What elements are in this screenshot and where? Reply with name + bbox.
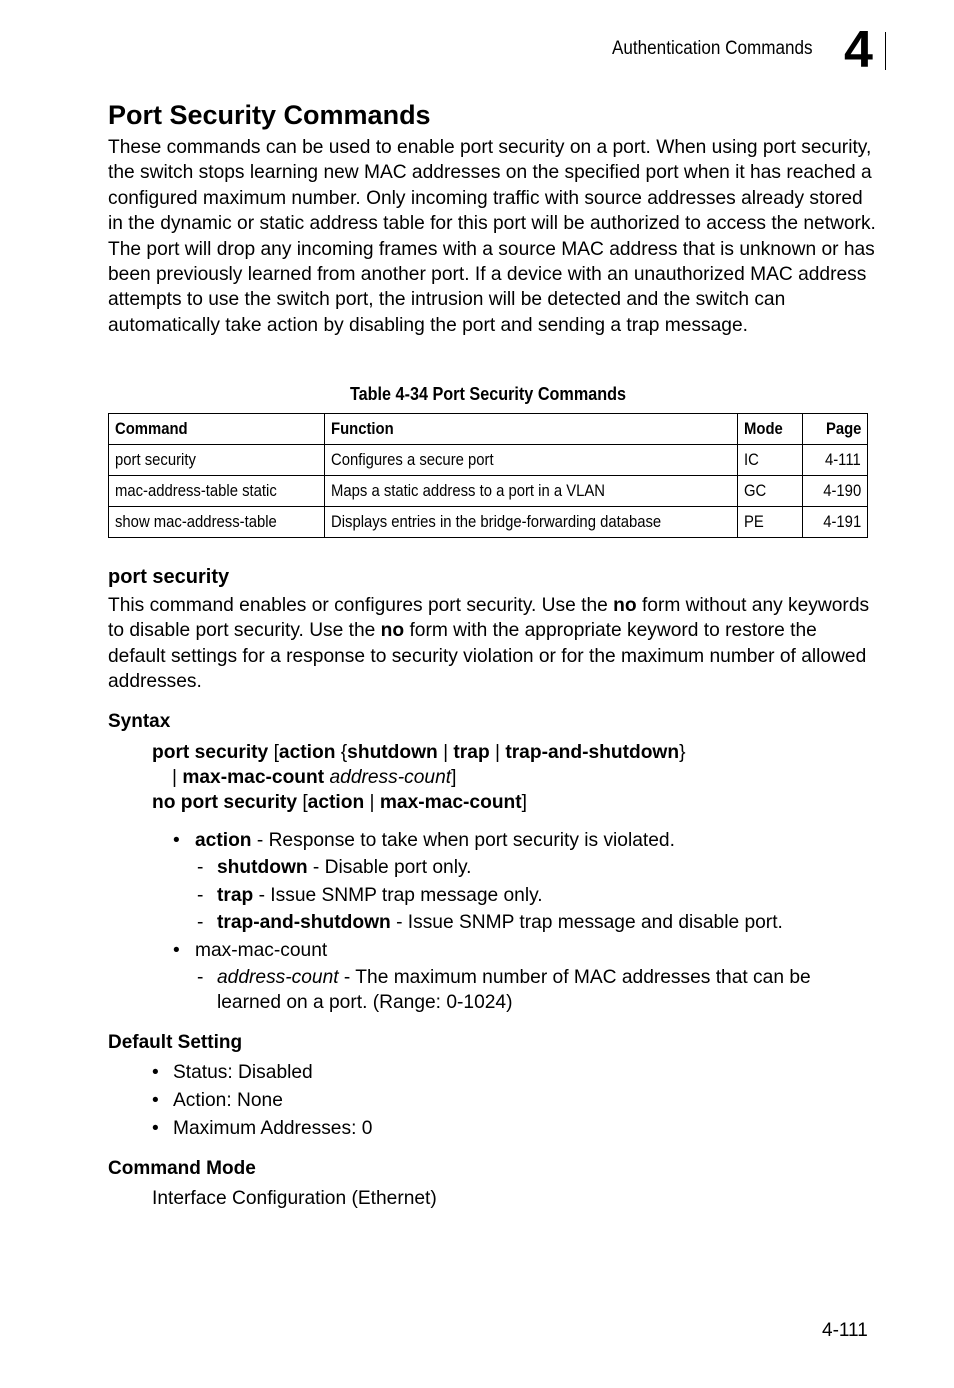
table-header-cell: Command — [109, 414, 325, 445]
section-title: Port Security Commands — [108, 100, 431, 130]
default-item: Maximum Addresses: 0 — [173, 1118, 373, 1139]
syntax-heading: Syntax — [108, 711, 171, 732]
param-address-count-cont: learned on a port. (Range: 0-1024) — [217, 992, 513, 1013]
dash-icon: - — [197, 967, 204, 988]
table-cell: mac-address-table static — [109, 476, 325, 507]
table-cell: Maps a static address to a port in a VLAN — [325, 476, 738, 507]
bullet-icon: • — [173, 830, 180, 851]
syntax-line-3: no port security [action | max-mac-count] — [152, 792, 527, 813]
bullet-icon: • — [152, 1090, 159, 1111]
bullet-icon: • — [173, 940, 180, 961]
param-action: action - Response to take when port security is violated. — [195, 830, 675, 851]
table-row — [109, 507, 868, 538]
intro-paragraph: These commands can be used to enable port security on a port. When using port security, the switch stops learning new MAC addresses on the specified port when it has reached a configured maximum number. Only incoming traffic with source addresses already stored in the dynamic or static address table for this port will be authorized to access the network. The port will drop any incoming frames with a source MAC address that is unknown or has been previously learned from another port. If a device with an unauthorized MAC address attempts to use the switch port, the intrusion will be detected and the switch can automatically take action by disabling the port and sending a trap message. — [108, 137, 876, 336]
table-cell: PE — [737, 507, 802, 538]
table-row — [109, 445, 868, 476]
table-cell: 4-191 — [802, 507, 867, 538]
table-cell: 4-190 — [802, 476, 867, 507]
table-cell: 4-111 — [802, 445, 867, 476]
param-address-count: address-count - The maximum number of MAC addresses that can be — [217, 967, 811, 988]
command-title: port security — [108, 566, 230, 588]
command-description: This command enables or configures port security. Use the no form without any keywords to disable port security. Use the no form with the appropriate keyword to restore the default settings for a response to security violation or for the maximum number of allowed addresses. — [108, 595, 870, 693]
running-header: Authentication Commands — [612, 38, 813, 59]
dash-icon: - — [197, 857, 204, 878]
table-cell: port security — [109, 445, 325, 476]
param-trap: trap - Issue SNMP trap message only. — [217, 885, 543, 906]
syntax-line-1: port security [action {shutdown | trap | trap-and-shutdown} — [152, 742, 686, 763]
table-header-cell: Page — [802, 414, 867, 445]
table-cell: GC — [737, 476, 802, 507]
dash-icon: - — [197, 912, 204, 933]
table-header-cell: Mode — [737, 414, 802, 445]
table-header-cell: Function — [325, 414, 738, 445]
commands-table — [108, 413, 868, 538]
syntax-line-2: | max-mac-count address-count] — [172, 767, 457, 788]
table-cell: Configures a secure port — [325, 445, 738, 476]
dash-icon: - — [197, 885, 204, 906]
table-header-row — [109, 414, 868, 445]
default-setting-heading: Default Setting — [108, 1032, 243, 1053]
bullet-icon: • — [152, 1062, 159, 1083]
command-mode-value: Interface Configuration (Ethernet) — [152, 1188, 437, 1209]
chapter-divider — [885, 32, 886, 70]
table-cell: IC — [737, 445, 802, 476]
command-mode-heading: Command Mode — [108, 1158, 256, 1179]
chapter-marker — [838, 21, 886, 79]
chapter-number: 4 — [844, 21, 873, 79]
default-item: Status: Disabled — [173, 1062, 313, 1083]
param-shutdown: shutdown - Disable port only. — [217, 857, 472, 878]
param-trap-and-shutdown: trap-and-shutdown - Issue SNMP trap message and disable port. — [217, 912, 783, 933]
table-row — [109, 476, 868, 507]
default-item: Action: None — [173, 1090, 283, 1111]
param-max-mac-count: max-mac-count — [195, 940, 328, 961]
page-number: 4-111 — [822, 1320, 868, 1341]
table-cell: Displays entries in the bridge-forwarding database — [325, 507, 738, 538]
table-caption: Table 4-34 Port Security Commands — [349, 384, 627, 404]
bullet-icon: • — [152, 1118, 159, 1139]
table-cell: show mac-address-table — [109, 507, 325, 538]
